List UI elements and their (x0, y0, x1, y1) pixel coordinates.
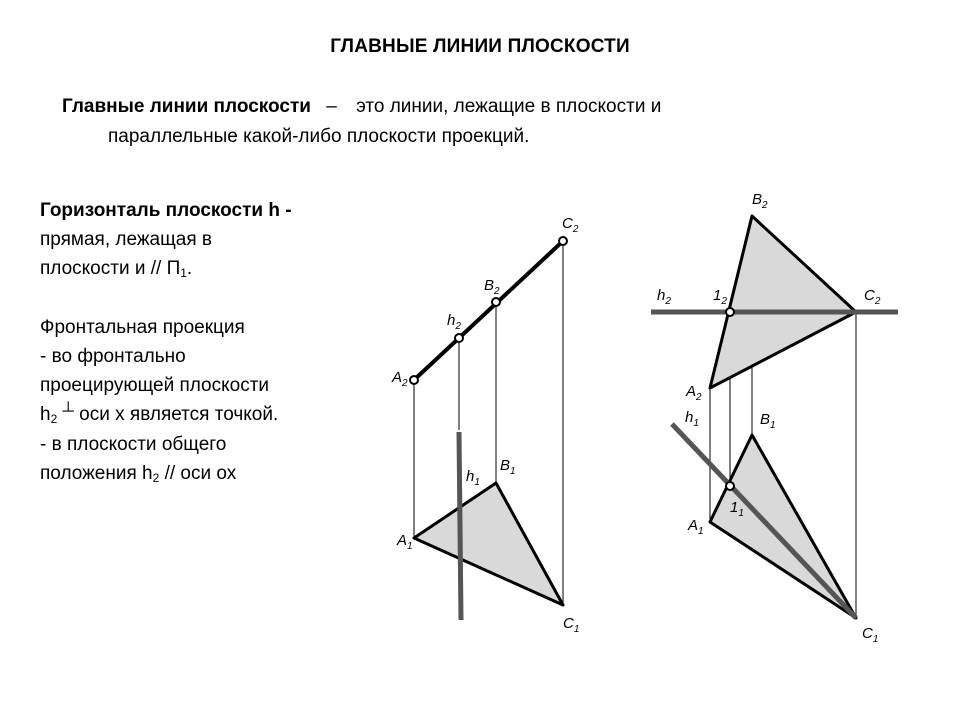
point-h2 (455, 334, 463, 342)
h1-line (459, 432, 461, 620)
point-one2 (726, 308, 734, 316)
frontal-line-1: Фронтальная проекция (40, 317, 245, 338)
point-b2 (492, 298, 500, 306)
label-a2: $A_2$ (392, 369, 408, 389)
label-one2: $1_2$ (713, 287, 727, 307)
horizontal-heading: Горизонталь плоскости h - (40, 200, 292, 221)
frontal-line-6: положения $h_2$ // оси ох (40, 463, 237, 485)
label-c1: $C_1$ (862, 625, 879, 645)
label-b1: $B_1$ (760, 411, 776, 431)
frontal-line-5: - в плоскости общего (40, 434, 227, 455)
frontal-trace-line (414, 241, 563, 380)
label-h2: $h_2$ (657, 287, 671, 307)
definition-dash: – (326, 96, 337, 117)
label-h1: $h_1$ (466, 468, 480, 488)
definition-text-1: это линии, лежащие в плоскости и (356, 96, 662, 117)
horizontal-line-1: прямая, лежащая в (40, 229, 212, 250)
label-c2: $C_2$ (864, 287, 881, 307)
label-a1: $A_1$ (688, 517, 704, 537)
label-one1: $1_1$ (730, 499, 744, 519)
triangle-horizontal-projection (710, 435, 856, 618)
frontal-line-4: $h_2$ ┴ оси х является точкой. (40, 403, 279, 426)
label-a1: $A_1$ (397, 532, 413, 552)
label-h2: $h_2$ (447, 312, 461, 332)
triangle-horizontal-projection (414, 483, 563, 605)
point-c2 (559, 237, 567, 245)
page-title: ГЛАВНЫЕ ЛИНИИ ПЛОСКОСТИ (330, 36, 630, 57)
triangle-frontal-projection (710, 216, 856, 388)
point-one1 (726, 482, 734, 490)
label-b1: $B_1$ (500, 457, 516, 477)
definition-term: Главные линии плоскости (62, 96, 311, 117)
frontal-line-3: проецирующей плоскости (40, 375, 270, 396)
right-diagram (651, 191, 898, 645)
label-h1: $h_1$ (685, 409, 699, 429)
label-b2: $B_2$ (484, 277, 500, 297)
label-b2: $B_2$ (752, 191, 768, 211)
definition-line-2: параллельные какой-либо плоскости проекций. (108, 126, 530, 147)
point-a2 (410, 376, 418, 384)
frontal-line-2: - во фронтально (40, 346, 186, 367)
label-c2: $C_2$ (562, 215, 579, 235)
horizontal-line-2: плоскости и // $П_1$. (40, 258, 193, 280)
label-c1: $C_1$ (563, 615, 580, 635)
label-a2: $A_2$ (686, 383, 702, 403)
left-diagram (391, 215, 579, 635)
